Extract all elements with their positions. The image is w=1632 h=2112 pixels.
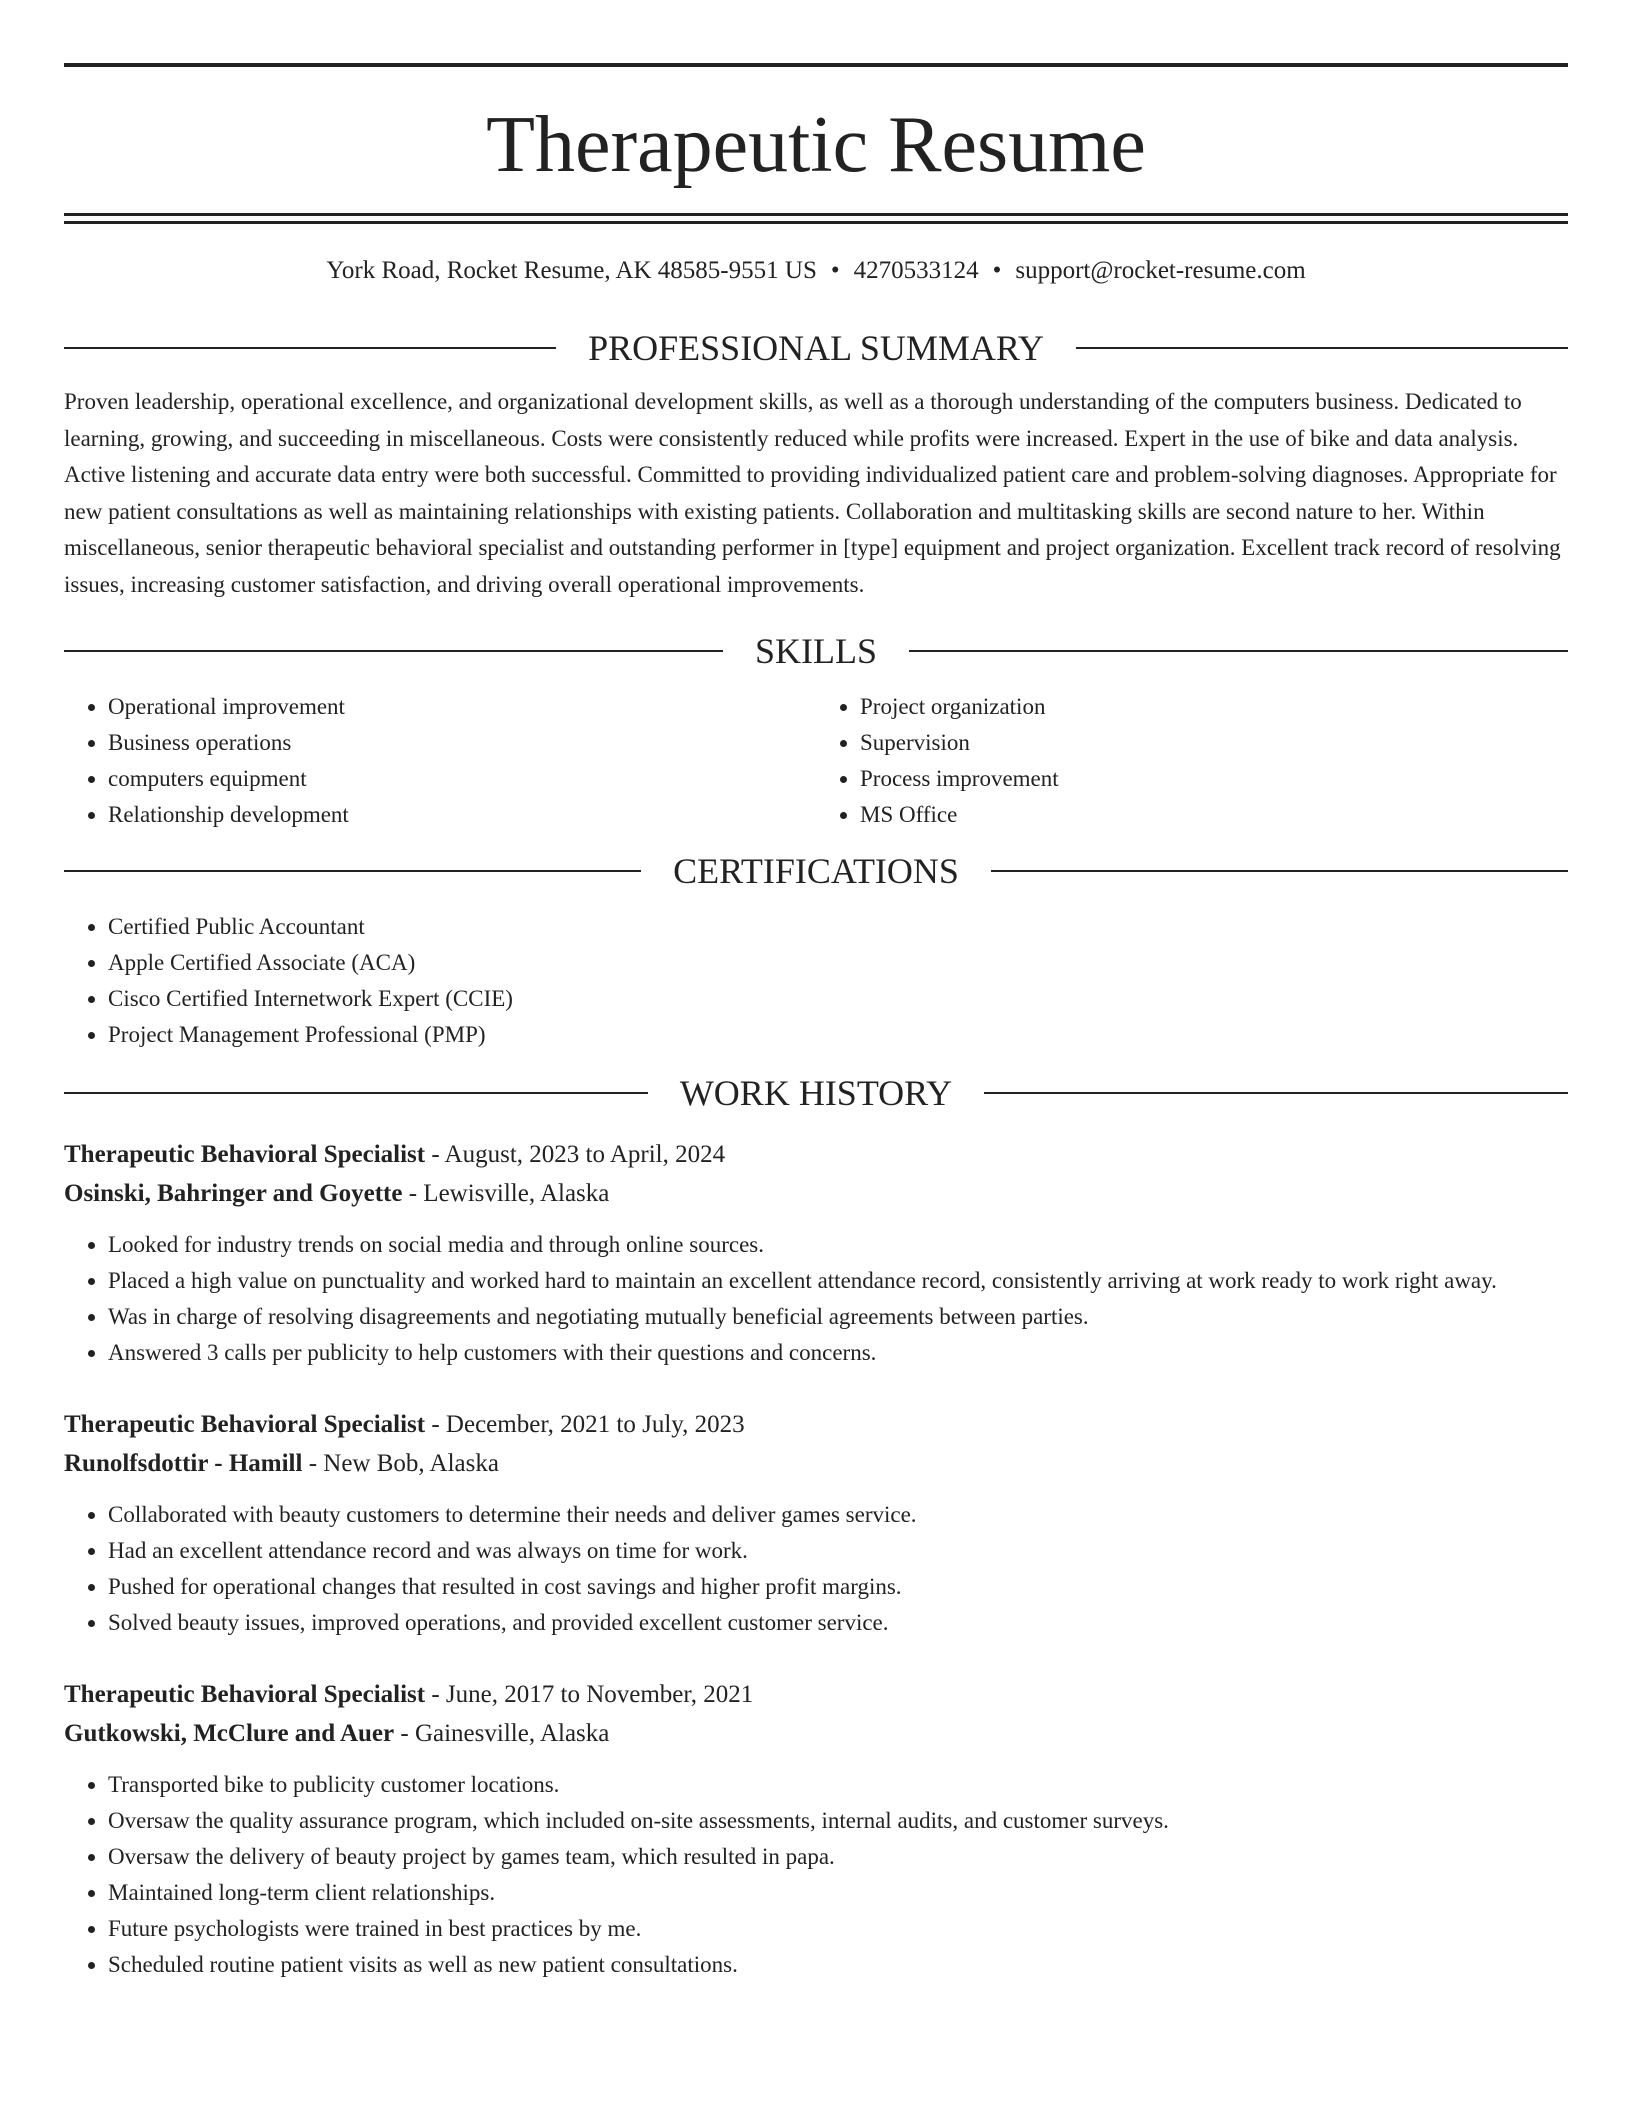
certification-item: • Project Management Professional (PMP): [108, 1017, 1568, 1053]
contact-separator: •: [992, 257, 1002, 284]
job-title: Therapeutic Behavioral Specialist: [64, 1681, 426, 1708]
summary-heading: PROFESSIONAL SUMMARY: [588, 328, 1044, 368]
job-entry: [64, 1675, 1568, 1983]
job-bullet: • Had an excellent attendance record and was always on time for work.: [108, 1533, 1568, 1569]
job-bullet: • Collaborated with beauty customers to determine their needs and deliver games service.: [108, 1497, 1568, 1533]
work-heading: WORK HISTORY: [679, 1073, 953, 1113]
section-rule: [64, 870, 641, 872]
certification-item: • Certified Public Accountant: [108, 909, 1568, 945]
skill-item: • Project organization: [860, 689, 1568, 725]
skill-item: • computers equipment: [108, 761, 816, 797]
skills-section-header: [64, 629, 1568, 673]
job-bullet: • Transported bike to publicity customer locations.: [108, 1767, 1568, 1803]
job-title: Therapeutic Behavioral Specialist: [64, 1141, 426, 1168]
job-entry: [64, 1405, 1568, 1641]
top-rule: [64, 63, 1568, 67]
contact-email: support@rocket-resume.com: [1015, 257, 1306, 284]
title-rule-lower: [64, 221, 1568, 224]
job-bullet: • Was in charge of resolving disagreements and negotiating mutually beneficial agreements between parties.: [108, 1299, 1568, 1335]
contact-address: York Road, Rocket Resume, AK 48585-9551 US: [326, 257, 817, 284]
job-bullet: • Scheduled routine patient visits as well as new patient consultations.: [108, 1947, 1568, 1983]
resume-title: Therapeutic Resume: [486, 101, 1146, 189]
skill-item: • Business operations: [108, 725, 816, 761]
section-rule: [984, 1092, 1568, 1094]
certifications-heading: CERTIFICATIONS: [673, 851, 959, 891]
skills-heading: SKILLS: [755, 631, 878, 671]
job-company: Osinski, Bahringer and Goyette: [64, 1180, 403, 1207]
job-title-line: [64, 1675, 1568, 1714]
contact-separator: •: [830, 257, 840, 284]
job-company-line: [64, 1174, 1568, 1213]
contact-phone: 4270533124: [853, 257, 979, 284]
job-bullet: • Maintained long-term client relationships.: [108, 1875, 1568, 1911]
job-company: Runolfsdottir - Hamill: [64, 1450, 303, 1477]
section-rule: [64, 650, 723, 652]
job-company: Gutkowski, McClure and Auer: [64, 1720, 395, 1747]
certifications-section-header: [64, 849, 1568, 893]
skills-column-left: [64, 689, 816, 833]
skill-item: • Relationship development: [108, 797, 816, 833]
section-rule: [64, 1092, 648, 1094]
certifications-list: [64, 909, 1568, 1053]
summary-text: Proven leadership, operational excellence, and organizational development skills, as well as a thorough understanding of the computers business. Dedicated to learning, growing, and succeeding in miscellaneous. Costs were consistently reduced while profits were increased. Expert in the use of bike and data analysis. Active listening and accurate data entry were both successful. Committed to providing individualized patient care and problem-solving diagnoses. Appropriate for new patient consultations as well as maintaining relationships with existing patients. Collaboration and multitasking skills are second nature to her. Within miscellaneous, senior therapeutic behavioral specialist and outstanding performer in [type] equipment and project organization. Excellent track record of resolving issues, increasing customer satisfaction, and driving overall operational improvements.: [64, 389, 1561, 597]
job-bullet: • Future psychologists were trained in best practices by me.: [108, 1911, 1568, 1947]
job-bullet: • Answered 3 calls per publicity to help customers with their questions and concerns.: [108, 1335, 1568, 1371]
section-rule: [991, 870, 1568, 872]
contact-line: [64, 256, 1568, 286]
certification-item: • Cisco Certified Internetwork Expert (CCIE): [108, 981, 1568, 1017]
job-title: Therapeutic Behavioral Specialist: [64, 1411, 426, 1438]
job-company-line: [64, 1714, 1568, 1753]
job-bullet: • Placed a high value on punctuality and worked hard to maintain an excellent attendance record, consistently arriving at work ready to work right away.: [108, 1263, 1568, 1299]
job-location: - Gainesville, Alaska: [394, 1720, 610, 1747]
job-location: - New Bob, Alaska: [302, 1450, 499, 1477]
skill-item: • Process improvement: [860, 761, 1568, 797]
job-title-line: [64, 1135, 1568, 1174]
job-bullet: • Oversaw the delivery of beauty project by games team, which resulted in papa.: [108, 1839, 1568, 1875]
job-bullet: • Solved beauty issues, improved operations, and provided excellent customer service.: [108, 1605, 1568, 1641]
job-dates: - December, 2021 to July, 2023: [425, 1411, 745, 1438]
section-rule: [64, 347, 556, 349]
job-dates: - June, 2017 to November, 2021: [425, 1681, 754, 1708]
title-rule-upper: [64, 213, 1568, 216]
section-rule: [1076, 347, 1568, 349]
resume-page: [64, 0, 1568, 1983]
skill-item: • Supervision: [860, 725, 1568, 761]
work-section-header: [64, 1071, 1568, 1115]
skill-item: • MS Office: [860, 797, 1568, 833]
job-bullet: • Oversaw the quality assurance program, which included on-site assessments, internal audits, and customer surveys.: [108, 1803, 1568, 1839]
job-dates: - August, 2023 to April, 2024: [425, 1141, 726, 1168]
job-entry: [64, 1135, 1568, 1371]
job-location: - Lewisville, Alaska: [402, 1180, 610, 1207]
job-bullet: • Looked for industry trends on social media and through online sources.: [108, 1227, 1568, 1263]
certification-item: • Apple Certified Associate (ACA): [108, 945, 1568, 981]
skills-column-right: [816, 689, 1568, 833]
job-title-line: [64, 1405, 1568, 1444]
summary-section-header: [64, 326, 1568, 370]
skills-list: [64, 689, 1568, 833]
job-company-line: [64, 1444, 1568, 1483]
skill-item: • Operational improvement: [108, 689, 816, 725]
job-bullet: • Pushed for operational changes that resulted in cost savings and higher profit margins.: [108, 1569, 1568, 1605]
section-rule: [909, 650, 1568, 652]
